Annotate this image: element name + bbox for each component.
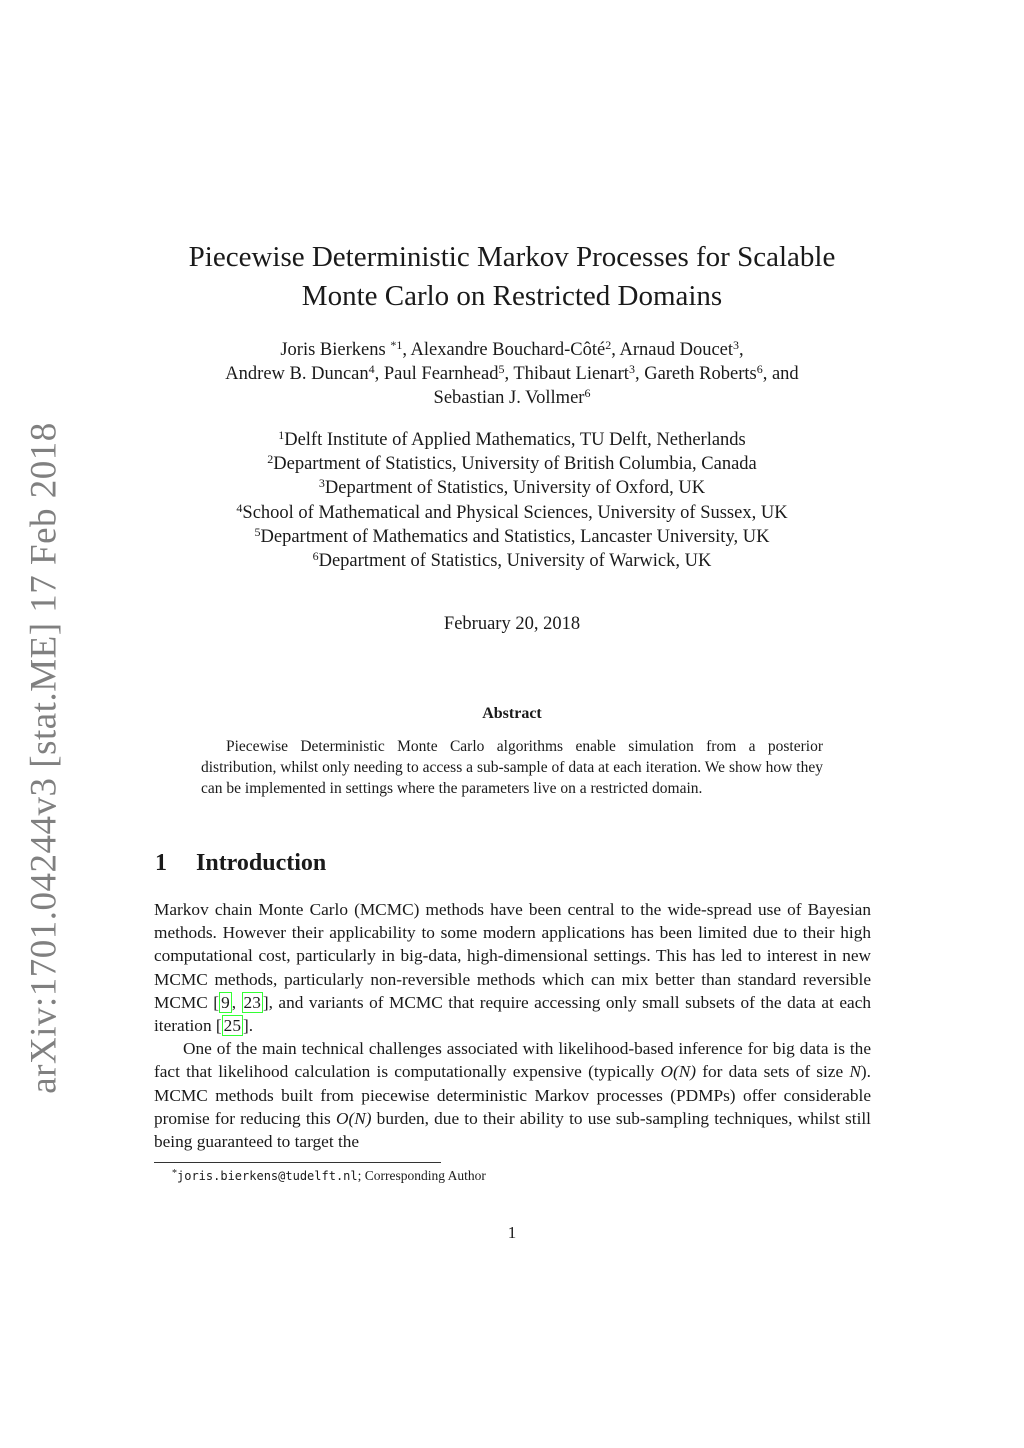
author-mark: 3: [628, 362, 635, 376]
affiliation-mark: 6: [312, 549, 319, 564]
title-line-1: Piecewise Deterministic Markov Processes for Scalable: [188, 241, 836, 273]
affiliation-text: Delft Institute of Applied Mathematics, TU Delft, Netherlands: [284, 430, 746, 450]
citation-separator: ,: [231, 992, 242, 1012]
abstract-text: Piecewise Deterministic Monte Carlo algorithms enable simulation from a posterior distribution, whilst only needing to access a sub-sample of data at each iteration. We show how they can be implemented in settings where the parameters live on a restricted domain.: [201, 738, 823, 797]
body-text: [154, 898, 871, 1153]
paragraph-text: ], and variants of MCMC that require accessing only small subsets of the data at each iteration [: [154, 992, 872, 1036]
author-name: , Paul Fearnhead: [374, 364, 499, 384]
author-line-3: [130, 386, 894, 410]
section-heading: [155, 850, 326, 877]
page-number: 1: [507, 1223, 517, 1242]
affiliation-text: Department of Mathematics and Statistics, Lancaster University, UK: [260, 526, 770, 547]
affiliation-list: [150, 428, 874, 573]
affiliation-item: [150, 428, 874, 452]
author-name: , Thibaut Lienart: [504, 364, 629, 384]
author-mark: 4: [368, 362, 375, 376]
author-name: Andrew B. Duncan: [225, 364, 369, 384]
affiliation-item: [150, 501, 874, 525]
author-separator: , and: [762, 364, 799, 384]
author-line-1: [130, 338, 894, 362]
math-expression: N: [849, 1062, 861, 1082]
author-mark: 3: [733, 338, 740, 352]
affiliation-text: Department of Statistics, University of Warwick, UK: [318, 551, 712, 572]
author-separator: ,: [739, 340, 744, 360]
author-name: , Alexandre Bouchard-Côté: [402, 340, 606, 360]
author-name: Joris Bierkens: [280, 340, 391, 360]
author-mark: 6: [756, 362, 763, 376]
page-title: [150, 238, 874, 316]
paragraph: [154, 1037, 871, 1153]
math-expression: O(N): [335, 1108, 372, 1128]
paragraph-text: ].: [242, 1016, 254, 1036]
author-list: [130, 338, 894, 410]
author-mark: 6: [584, 386, 591, 400]
affiliation-mark: 2: [267, 452, 274, 467]
arxiv-stamp: arXiv:1701.04244v3 [stat.ME] 17 Feb 2018: [23, 422, 65, 1094]
abstract-heading: Abstract: [482, 705, 542, 722]
paragraph-text: ). MCMC methods built from piecewise deterministic Markov processes (PDMPs) offer considerable promise for reducing this: [154, 1062, 871, 1128]
paragraph: [154, 898, 871, 1037]
affiliation-mark: 1: [278, 428, 285, 442]
abstract-body: [201, 737, 823, 799]
footnote-text: ; Corresponding Author: [357, 1168, 486, 1183]
section-title: Introduction: [196, 850, 327, 876]
footnote-mark: *: [172, 1168, 177, 1179]
author-line-2: [130, 362, 894, 386]
paragraph-text: One of the main technical challenges associated with likelihood-based inference for big data is the fact that likelihood calculation is computationally expensive (typically: [154, 1039, 871, 1082]
section-number: 1: [155, 850, 167, 876]
publication-date: February 20, 2018: [443, 614, 581, 634]
affiliation-item: [150, 549, 874, 573]
affiliation-item: [150, 525, 874, 549]
citation-link[interactable]: 25: [223, 1016, 241, 1036]
affiliation-text: School of Mathematical and Physical Sciences, University of Sussex, UK: [242, 502, 788, 523]
math-expression: O(N): [660, 1062, 697, 1082]
author-name: , Gareth Roberts: [634, 364, 757, 384]
affiliation-item: [150, 452, 874, 476]
author-name: , Arnaud Doucet: [611, 340, 734, 360]
paragraph-text: burden, due to their ability to use sub-sampling techniques, whilst still being guaranteed to target the: [154, 1108, 871, 1152]
author-name: Sebastian J. Vollmer: [433, 388, 585, 408]
footnote: [172, 1168, 486, 1184]
paragraph-text: for data sets of size: [696, 1062, 850, 1082]
title-line-2: Monte Carlo on Restricted Domains: [301, 280, 723, 312]
author-mark: 2: [605, 338, 612, 352]
affiliation-text: Department of Statistics, University of British Columbia, Canada: [273, 454, 757, 475]
affiliation-mark: 5: [254, 524, 261, 539]
affiliation-mark: 4: [236, 500, 243, 515]
affiliation-item: [150, 476, 874, 500]
paragraph-text: Markov chain Monte Carlo (MCMC) methods have been central to the wide-spread use of Bayesian methods. However their applicability to some modern applications has been limited due to their high computational cost, particularly in big-data, high-dimensional settings. This has led to interest in new MCMC methods, particularly non-reversible methods which can mix better than standard reversible MCMC [: [154, 900, 871, 1012]
footnote-rule: [154, 1162, 441, 1163]
affiliation-text: Department of Statistics, University of Oxford, UK: [324, 478, 706, 499]
citation-link[interactable]: 9: [221, 992, 230, 1012]
author-mark: 5: [498, 362, 505, 376]
author-mark: *1: [390, 338, 403, 352]
citation-link[interactable]: 23: [243, 992, 261, 1012]
corresponding-email[interactable]: joris.bierkens@tudelft.nl: [177, 1169, 358, 1183]
affiliation-mark: 3: [318, 476, 325, 491]
